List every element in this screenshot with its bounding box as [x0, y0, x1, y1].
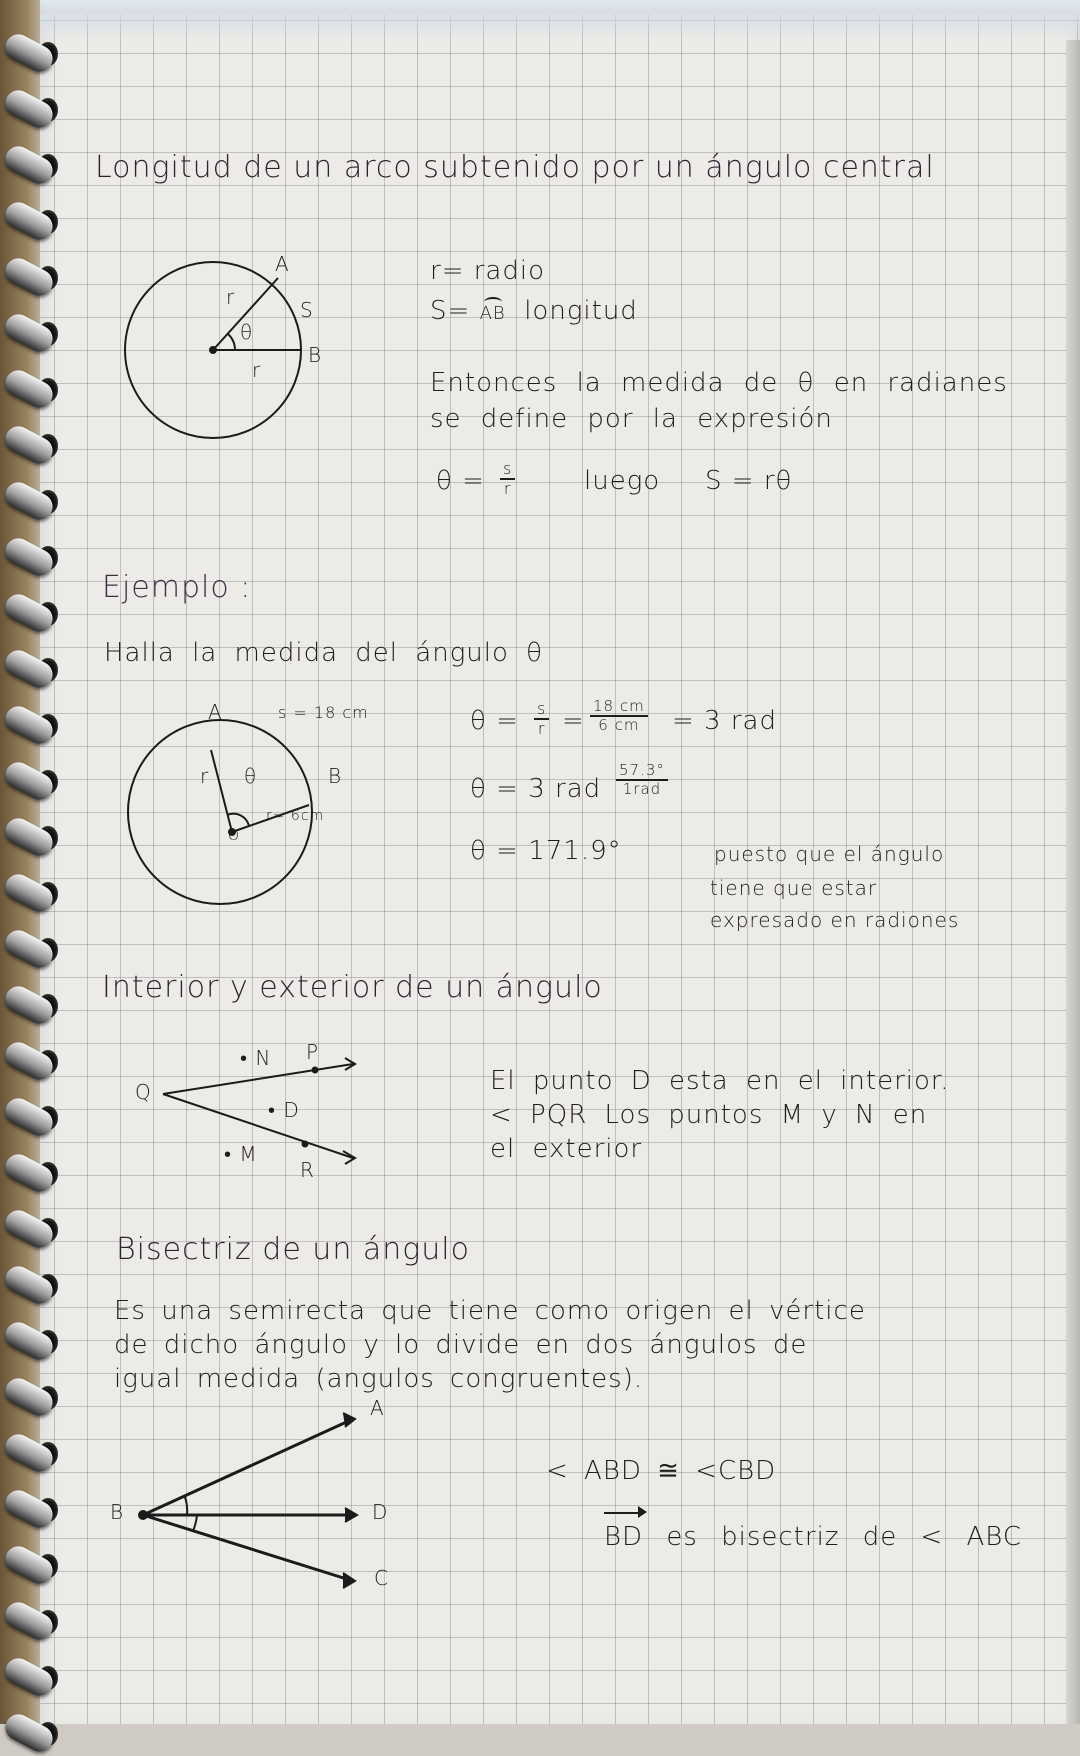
ray-bd: BD	[604, 1522, 644, 1552]
bisector-point-a: A	[370, 1396, 385, 1420]
example-radius-value: r= 6cm	[266, 808, 325, 824]
bisector-text-1: Es una semirecta que tiene como origen el vértice	[114, 1296, 866, 1326]
example-point-b: B	[328, 764, 343, 788]
point-a-label: A	[275, 252, 290, 276]
bisector-title: Bisectriz de un ángulo	[116, 1232, 470, 1267]
example-center-o: O	[228, 828, 241, 844]
step3-result: θ = 171.9°	[470, 836, 622, 866]
bisector-statement-text: es bisectriz de < ABC	[666, 1522, 1023, 1552]
s-prefix: S=	[430, 296, 471, 326]
interior-text-3: el exterior	[490, 1134, 643, 1164]
step1-result: = 3 rad	[672, 706, 777, 736]
bisector-text-2: de dicho ángulo y lo divide en dos ángulos de	[114, 1330, 808, 1360]
then-word: luego	[584, 466, 661, 496]
theta-formula-fraction: $\frac{s}{r}$	[500, 460, 515, 497]
theta-formula-lhs: θ =	[436, 466, 485, 496]
step1-fraction-numeric: $\frac{18 cm}{6 cm}$	[590, 698, 648, 733]
bisector-text-3: igual medida (angulos congruentes).	[114, 1364, 644, 1394]
page-stack-edge	[1066, 40, 1080, 1724]
step2-conversion-fraction: 57.3° 1rad	[616, 762, 668, 797]
interior-text-1: El punto D esta en el interior.	[490, 1066, 950, 1096]
example-point-a: A	[208, 700, 223, 724]
bisector-diagram	[135, 1405, 365, 1595]
point-d: • D	[268, 1098, 300, 1122]
arc-s-label: S	[300, 298, 314, 322]
bisector-point-d: D	[372, 1500, 389, 1524]
s-suffix: longitud	[524, 296, 638, 326]
congruence-statement: < ABD ≅ <CBD	[546, 1456, 777, 1486]
bisector-statement	[604, 1522, 1022, 1552]
example-label: Ejemplo :	[102, 570, 252, 605]
theta-label: θ	[240, 320, 254, 344]
step1-fraction-symbolic: $\frac{s}{r}$	[534, 700, 549, 737]
arc-length-formula: S = rθ	[705, 466, 793, 496]
arc-definition	[430, 296, 638, 326]
example-prompt: Halla la medida del ángulo θ	[104, 638, 544, 668]
step2-lhs: θ = 3 rad	[470, 774, 602, 804]
step1-equals: =	[562, 706, 585, 736]
radius-label-bottom: r	[252, 358, 262, 382]
point-p: P	[306, 1040, 320, 1064]
radius-label-top: r	[226, 285, 236, 309]
step1-lhs: θ =	[470, 706, 519, 736]
radius-definition: r= radio	[430, 256, 545, 286]
point-n: • N	[240, 1046, 272, 1070]
explanation-line-2: se define por la expresión	[430, 404, 833, 434]
point-m: • M	[224, 1142, 258, 1166]
point-b-label: B	[308, 343, 323, 367]
note-line-3: expresado en radiones	[710, 908, 960, 932]
arc-ab: AB	[479, 303, 506, 324]
note-line-1: puesto que el ángulo	[714, 842, 945, 866]
bisector-vertex-b: B	[110, 1500, 125, 1524]
circle-diagram-arc	[125, 250, 335, 460]
bisector-point-c: C	[374, 1566, 389, 1590]
note-line-2: tiene que estar	[710, 876, 878, 900]
example-arc-length: s = 18 cm	[278, 703, 369, 722]
point-r: R	[300, 1158, 315, 1182]
vertex-q: Q	[135, 1080, 152, 1104]
arc-length-title: Longitud de un arco subtenido por un ángulo central	[95, 150, 935, 185]
explanation-line-1: Entonces la medida de θ en radianes	[430, 368, 1008, 398]
example-radius-label: r	[200, 764, 210, 788]
page-top-edge	[40, 0, 1080, 40]
interior-text-2: < PQR Los puntos M y N en	[490, 1100, 928, 1130]
interior-exterior-title: Interior y exterior de un ángulo	[102, 970, 603, 1005]
example-theta: θ	[244, 764, 258, 788]
